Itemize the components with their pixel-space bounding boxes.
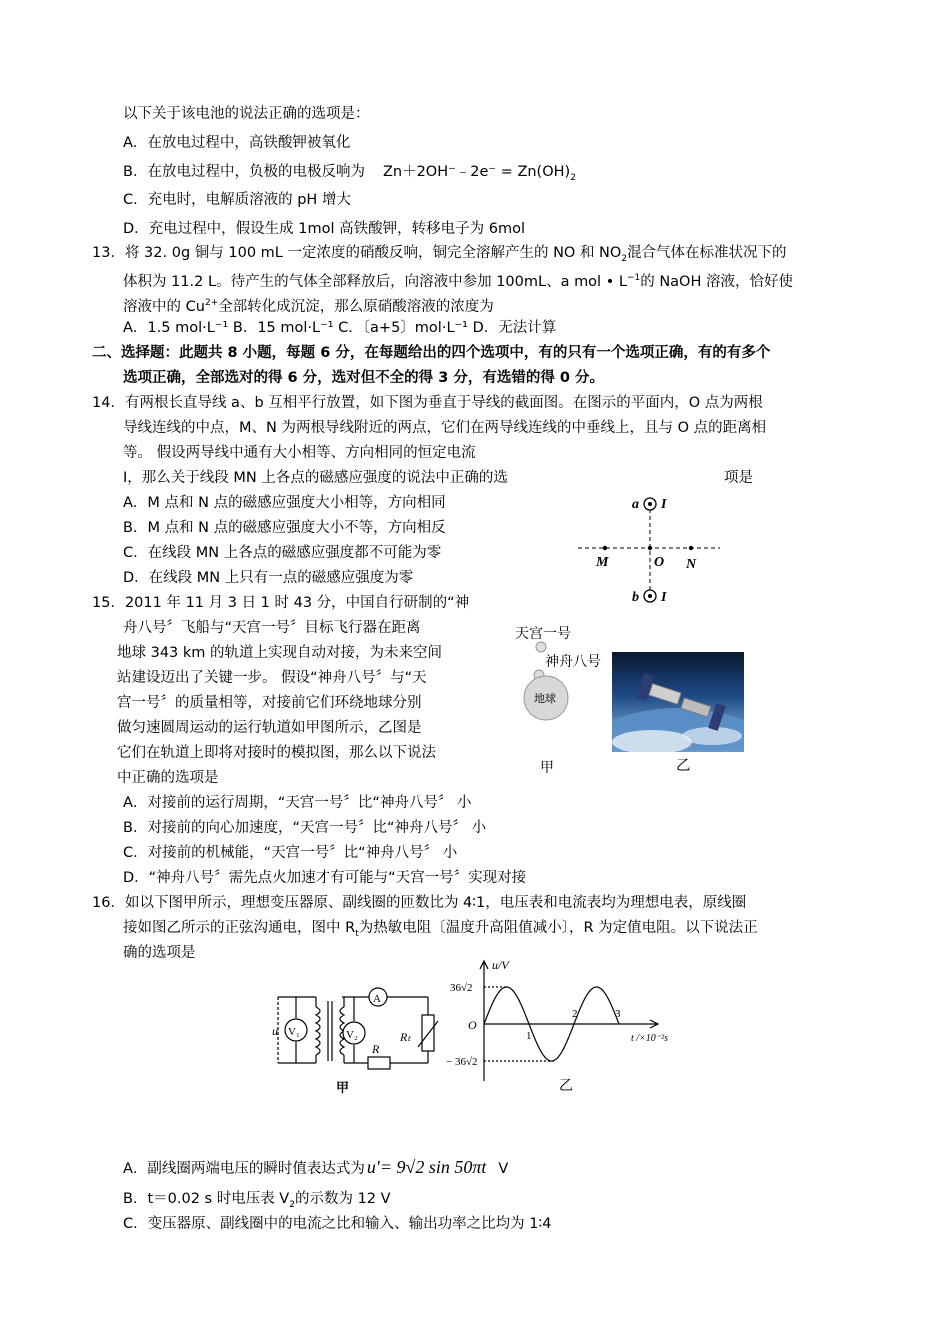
q14-line2: 导线连线的中点，M、N 为两根导线附近的两点，它们在两导线连线的中垂线上，且与 O 点的距离相 [123, 420, 767, 436]
q16-option-c: C．变压器原、副线圈中的电流之比和输入、输出功率之比均为 1∶4 [123, 1216, 552, 1232]
q14-option-a: A．M 点和 N 点的磁感应强度大小相等，方向相同 [123, 495, 446, 511]
q14-option-c: C．在线段 MN 上各点的磁感应强度都不可能为零 [123, 545, 442, 561]
graph-yi-label: 乙 [559, 1079, 573, 1094]
label-rt: Rₜ [400, 1030, 411, 1044]
q15-option-c: C．对接前的机械能，“天宫一号〞比“神舟八号〞 小 [123, 845, 458, 861]
label-tiangong: 天宫一号 [515, 627, 571, 642]
label-i-bottom: I [661, 590, 667, 605]
point-n-dot [689, 546, 693, 550]
q15-option-b: B．对接前的向心加速度，“天宫一号〞比“神舟八号〞 小 [123, 820, 487, 836]
q14-line3: 等。 假设两导线中通有大小相等、方向相同的恒定电流 [123, 445, 476, 461]
label-v1: V₁ [288, 1026, 300, 1038]
q12-stem: 以下关于该电池的说法正确的选项是： [123, 106, 370, 122]
q13-line1: 13．将 32. 0g 铜与 100 mL 一定浓度的硝酸反响，铜完全溶解产生的 NO 和 $NO_2$混合气体在标准状况下的 [92, 245, 787, 264]
graph-origin: O [468, 1018, 477, 1032]
q14-line1: 14．有两根长直导线 a、b 互相平行放置，如下图为垂直于导线的截面图。在图示的平面内，O 点为两根 [92, 395, 763, 411]
label-v2: V₂ [346, 1029, 358, 1041]
label-o: O [654, 555, 665, 570]
label-m: M [596, 555, 609, 570]
point-o-dot [648, 546, 652, 550]
section-2-heading: 二、选择题：此题共 8 小题，每题 6 分，在每题给出的四个选项中，有的只有一个选项正确，有的有多个 [92, 345, 771, 361]
q14-option-d: D．在线段 MN 上只有一点的磁感应强度为零 [123, 570, 414, 586]
tiangong-dot [536, 642, 546, 652]
q12-option-b: B．在放电过程中，负极的电极反响为 Zn＋2OH⁻﹣2e⁻ = $Zn(OH)_2$ [123, 164, 576, 183]
q15-line5: 宫一号〞的质量相等，对接前它们环绕地球分别 [117, 695, 422, 711]
docking-image [612, 652, 744, 752]
section-2-heading-cont: 选项正确，全部选对的得 6 分，选对但不全的得 3 分，有选错的得 0 分。 [123, 370, 605, 386]
q13-line3: 溶液中的 $Cu^{2+}$全部转化成沉淀，那么原硝酸溶液的浓度为 [123, 298, 494, 315]
label-jia: 甲 [540, 761, 554, 776]
q16-option-a: A．副线圈两端电压的瞬时值表达式为 u′= 9√2 sin 50πt V [123, 1157, 509, 1177]
q15-orbit-figure [510, 620, 615, 780]
label-n: N [686, 557, 697, 572]
graph-x3: 3 [615, 1008, 621, 1020]
q15-line3: 地球 343 km 的轨道上实现自动对接，为未来空间 [117, 645, 443, 661]
q15-option-a: A．对接前的运行周期，“天宫一号〞比“神舟八号〞 小 [123, 795, 472, 811]
resistor-r-icon [368, 1057, 390, 1069]
primary-coil [316, 1007, 320, 1055]
label-yi: 乙 [676, 758, 691, 774]
q15-line8: 中正确的选项是 [117, 770, 219, 786]
q16-option-b: B．t＝0.02 s 时电压表 $V_2$的示数为 12 V [123, 1191, 391, 1210]
label-a: a [632, 497, 639, 512]
label-ammeter: A [373, 993, 381, 1005]
q13-options: A．1.5 mol·L⁻¹ B．15 mol·L⁻¹ C．〔a+5〕mol·L⁻¹ D．无法计算 [123, 320, 557, 336]
graph-xlabel: t /×10⁻²s [631, 1033, 668, 1044]
q16-line3: 确的选项是 [123, 945, 196, 961]
label-circuit-jia: 甲 [336, 1080, 350, 1095]
q12-option-c: C．充电时，电解质溶液的 pH 增大 [123, 192, 351, 208]
q15-line1: 15．2011 年 11 月 3 日 1 时 43 分，中国自行研制的“神 [92, 595, 470, 611]
q14-wire-figure [570, 490, 730, 610]
label-i-top: I [661, 497, 667, 512]
q14-line4-tail: 项是 [724, 470, 753, 486]
q15-line7: 它们在轨道上即将对接时的模拟图，那么以下说法 [117, 745, 436, 761]
q15-line6: 做匀速圆周运动的运行轨道如甲图所示，乙图是 [117, 720, 422, 736]
label-shenzhou: 神舟八号 [545, 655, 601, 670]
label-earth: 地球 [534, 693, 556, 705]
q14-line4: I，那么关于线段 MN 上各点的磁感应强度的说法中正确的选 [123, 470, 508, 486]
q14-option-b: B．M 点和 N 点的磁感应强度大小不等，方向相反 [123, 520, 446, 536]
label-b: b [632, 590, 639, 605]
point-m-dot [603, 546, 607, 550]
q12-option-d: D．充电过程中，假设生成 1mol 高铁酸钾，转移电子为 6mol [123, 221, 525, 237]
voltage-time-graph [446, 955, 686, 1095]
q15-option-d: D．“神舟八号〞需先点火加速才有可能与“天宫一号〞实现对接 [123, 870, 527, 886]
label-r: R [372, 1042, 380, 1056]
q12-option-a: A．在放电过程中，高铁酸钾被氧化 [123, 135, 351, 151]
q16-line2: 接如图乙所示的正弦沟通电，图中 $R_t$为热敏电阻〔温度升高阻值减小〕，R 为定值电阻。以下说法正 [123, 920, 758, 939]
graph-x1: 1 [526, 1030, 532, 1042]
label-u: u [272, 1024, 278, 1038]
q15-line2: 舟八号〞飞船与“天宫一号〞目标飞行器在距离 [123, 620, 421, 636]
graph-ylabel: u/V [492, 958, 509, 972]
q13-line2: 体积为 11.2 L。待产生的气体全部释放后，向溶液中参加 100mL、a mol • $L^{-1}$的 NaOH 溶液，恰好使 [123, 273, 793, 290]
q16-line1: 16．如以下图甲所示，理想变压器原、副线圈的匝数比为 4∶1，电压表和电流表均为理想电表，原线圈 [92, 895, 747, 911]
graph-ybot: − 36√2 [446, 1056, 478, 1068]
q16-formula: u′= 9√2 sin 50πt [366, 1157, 487, 1177]
transformer-circuit [268, 985, 448, 1100]
graph-ytop: 36√2 [450, 982, 473, 994]
q15-line4: 站建设迈出了关键一步。 假设“神舟八号〞与“天 [117, 670, 427, 686]
graph-x2: 2 [572, 1008, 578, 1020]
